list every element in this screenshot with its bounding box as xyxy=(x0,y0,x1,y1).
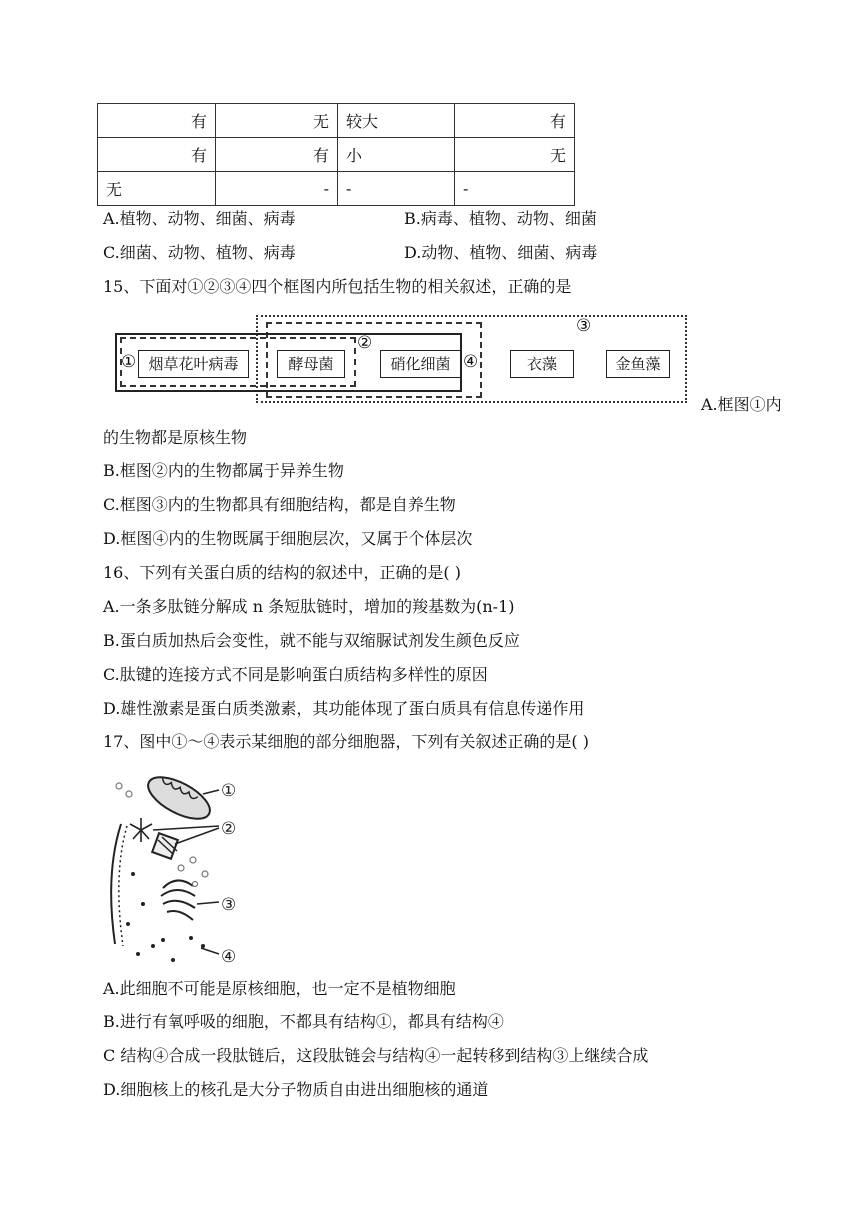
organism-tobacco-mosaic-virus: 烟草花叶病毒 xyxy=(138,350,249,378)
table-cell: 有 xyxy=(98,104,216,138)
comparison-table xyxy=(97,103,575,206)
label-3: ③ xyxy=(576,316,592,336)
q17-option-d: D.细胞核上的核孔是大分子物质自由进出细胞核的通道 xyxy=(103,1080,489,1099)
table-cell: 有 xyxy=(455,104,575,138)
table-cell: 有 xyxy=(216,138,338,172)
q15-option-a-part2: 的生物都是原核生物 xyxy=(103,428,248,447)
q15-option-a-part1: A.框图①内 xyxy=(701,395,782,414)
table-cell: 无 xyxy=(455,138,575,172)
table-cell: - xyxy=(455,172,575,206)
label-2: ② xyxy=(357,333,373,353)
q14-option-a: A.植物、动物、细菌、病毒 xyxy=(103,209,296,228)
q17-option-c: C 结构④合成一段肽链后，这段肽链会与结构④一起转移到结构③上继续合成 xyxy=(103,1046,649,1065)
organism-nitrifying-bacteria: 硝化细菌 xyxy=(380,350,461,378)
q17-option-a: A.此细胞不可能是原核细胞，也一定不是植物细胞 xyxy=(103,979,456,998)
table-cell: 小 xyxy=(338,138,455,172)
figure-label-2: ② xyxy=(221,819,237,839)
q17-option-b: B.进行有氧呼吸的细胞，不都具有结构①，都具有结构④ xyxy=(103,1012,504,1031)
table-cell: 无 xyxy=(216,104,338,138)
q16-option-a: A.一条多肽链分解成 n 条短肽链时，增加的羧基数为(n-1) xyxy=(103,597,515,616)
q15-stem: 15、下面对①②③④四个框图内所包括生物的相关叙述，正确的是 xyxy=(103,277,572,296)
q14-option-b: B.病毒、植物、动物、细菌 xyxy=(404,209,597,228)
q14-option-c: C.细菌、动物、植物、病毒 xyxy=(103,243,296,262)
q16-option-c: C.肽键的连接方式不同是影响蛋白质结构多样性的原因 xyxy=(103,665,488,684)
label-1: ① xyxy=(121,352,137,372)
organism-chlamydomonas: 衣藻 xyxy=(510,350,574,378)
q15-option-d: D.框图④内的生物既属于细胞层次，又属于个体层次 xyxy=(103,529,473,548)
table-cell: 有 xyxy=(98,138,216,172)
table-cell: - xyxy=(216,172,338,206)
table-cell: - xyxy=(338,172,455,206)
table-row xyxy=(98,104,575,138)
label-4: ④ xyxy=(463,352,479,372)
q14-option-d: D.动物、植物、细菌、病毒 xyxy=(404,243,598,262)
figure-label-1: ① xyxy=(221,781,237,801)
organism-yeast: 酵母菌 xyxy=(277,350,345,378)
q16-option-b: B.蛋白质加热后会变性，就不能与双缩脲试剂发生颜色反应 xyxy=(103,631,520,650)
q16-option-d: D.雄性激素是蛋白质类激素，其功能体现了蛋白质具有信息传递作用 xyxy=(103,699,585,718)
table-row xyxy=(98,138,575,172)
figure-label-4: ④ xyxy=(221,947,237,967)
q15-option-c: C.框图③内的生物都具有细胞结构，都是自养生物 xyxy=(103,495,456,514)
q16-stem: 16、下列有关蛋白质的结构的叙述中，正确的是( ) xyxy=(103,563,461,582)
figure-label-3: ③ xyxy=(221,895,237,915)
table-cell: 较大 xyxy=(338,104,455,138)
table-row xyxy=(98,172,575,206)
q15-option-b: B.框图②内的生物都属于异养生物 xyxy=(103,461,344,480)
q17-stem: 17、图中①～④表示某细胞的部分细胞器，下列有关叙述正确的是( ) xyxy=(103,732,589,751)
cell-organelle-figure xyxy=(103,764,245,970)
table-cell: 无 xyxy=(98,172,216,206)
organism-hornwort: 金鱼藻 xyxy=(606,350,670,378)
